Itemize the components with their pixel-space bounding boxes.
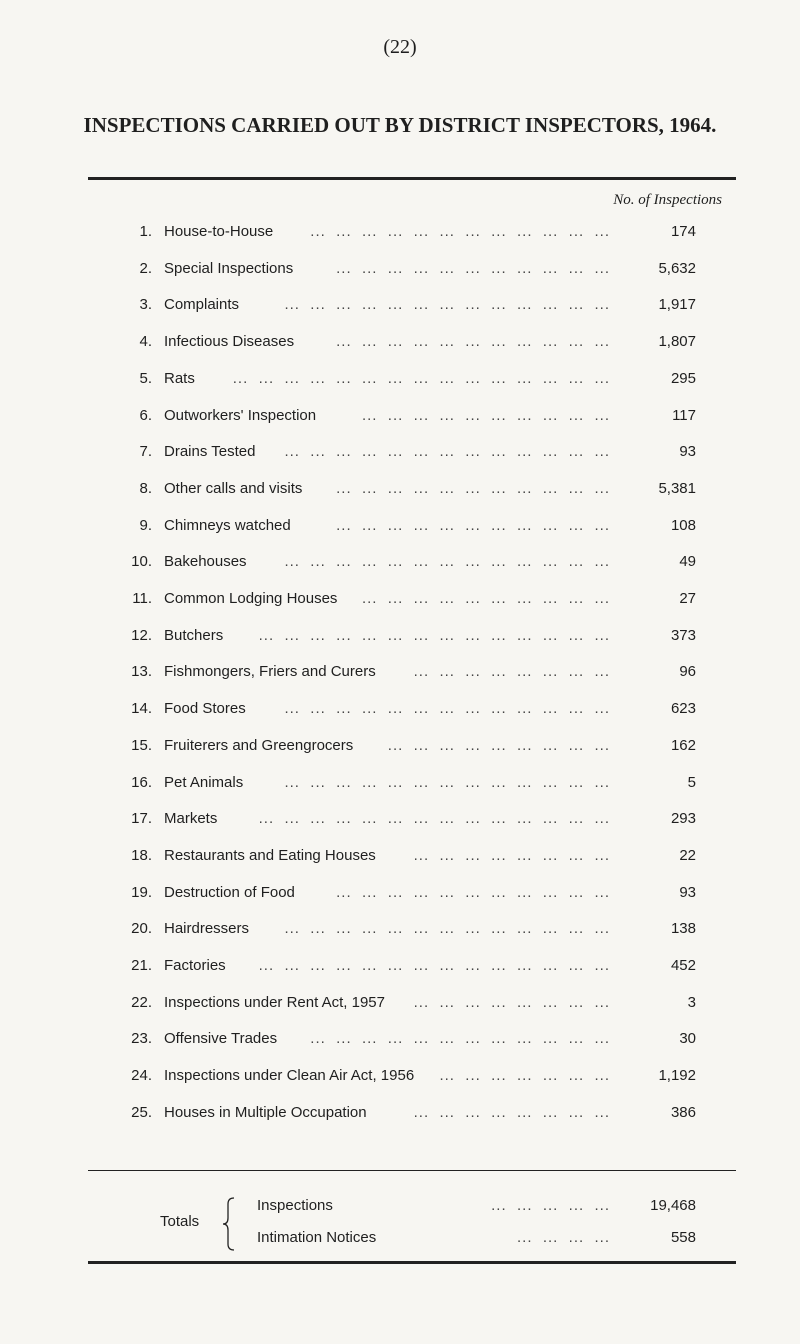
row-number: 24. bbox=[131, 1067, 152, 1085]
row-value: 27 bbox=[679, 590, 696, 607]
table-row bbox=[0, 624, 800, 648]
row-label: Restaurants and Eating Houses bbox=[164, 846, 376, 864]
page-title: INSPECTIONS CARRIED OUT BY DISTRICT INSPECTORS, 1964. bbox=[83, 113, 717, 137]
row-leaders: ... ... ... ... ... ... ... ... bbox=[413, 1103, 610, 1121]
row-label: Destruction of Food bbox=[164, 883, 295, 901]
totals-row-notices bbox=[0, 1226, 800, 1250]
table-row bbox=[0, 587, 800, 611]
row-leaders: ... ... ... ... ... ... ... ... ... ... ... bbox=[336, 333, 610, 351]
totals-label: Totals bbox=[160, 1213, 200, 1230]
row-value: 22 bbox=[679, 846, 696, 864]
table-row bbox=[0, 954, 800, 978]
row-value: 93 bbox=[679, 443, 696, 461]
row-value: 1,807 bbox=[658, 333, 696, 351]
totals-inspections-label: Inspections bbox=[257, 1197, 333, 1214]
row-value: 5,632 bbox=[658, 259, 696, 277]
row-label: Other calls and visits bbox=[164, 479, 303, 497]
row-leaders: ... ... ... ... ... ... ... ... ... ... ... ... ... bbox=[284, 553, 610, 571]
row-number: 3. bbox=[139, 296, 152, 314]
row-number: 6. bbox=[139, 406, 152, 424]
row-leaders: ... ... ... ... ... ... ... ... ... ... ... bbox=[336, 259, 610, 277]
row-number: 16. bbox=[131, 773, 152, 791]
table-row bbox=[0, 881, 800, 905]
table-row bbox=[0, 293, 800, 317]
table-row bbox=[0, 917, 800, 941]
totals-notices-label: Intimation Notices bbox=[257, 1229, 377, 1246]
row-leaders: ... ... ... ... ... ... ... bbox=[439, 1067, 610, 1085]
table-row bbox=[0, 844, 800, 868]
table-row bbox=[0, 220, 800, 244]
table-row bbox=[0, 550, 800, 574]
row-value: 174 bbox=[670, 223, 696, 240]
table-row bbox=[0, 477, 800, 501]
row-leaders: ... ... ... ... ... ... ... ... ... ... ... ... bbox=[310, 1030, 610, 1048]
row-label: Rats bbox=[164, 369, 195, 387]
row-number: 17. bbox=[131, 810, 152, 828]
row-label: Outworkers' Inspection bbox=[164, 406, 317, 424]
row-value: 293 bbox=[670, 810, 696, 828]
row-value: 452 bbox=[670, 957, 696, 974]
table-row bbox=[0, 991, 800, 1015]
row-label: Complaints bbox=[164, 296, 240, 314]
row-leaders: ... ... ... ... ... ... ... ... ... ... ... bbox=[336, 883, 610, 901]
table-row bbox=[0, 660, 800, 684]
top-rule bbox=[88, 177, 736, 180]
row-number: 11. bbox=[132, 590, 152, 607]
row-leaders: ... ... ... ... ... ... ... ... ... bbox=[387, 736, 610, 754]
totals-inspections-value: 19,468 bbox=[650, 1197, 696, 1214]
row-label: Fruiterers and Greengrocers bbox=[164, 736, 354, 754]
row-value: 162 bbox=[670, 736, 696, 754]
row-leaders: ... ... ... ... ... ... ... ... ... ... ... ... ... bbox=[284, 296, 610, 314]
table-row bbox=[0, 697, 800, 721]
row-number: 23. bbox=[131, 1030, 152, 1048]
row-leaders: ... ... ... ... ... ... ... ... ... ... ... ... ... bbox=[284, 920, 610, 938]
row-value: 295 bbox=[670, 369, 696, 387]
row-value: 1,192 bbox=[658, 1067, 696, 1085]
row-leaders: ... ... ... ... ... ... ... ... ... ... ... ... ... bbox=[284, 700, 610, 718]
row-label: Special Inspections bbox=[164, 259, 294, 277]
row-number: 14. bbox=[131, 700, 152, 718]
row-leaders: ... ... ... ... ... ... ... ... ... ... bbox=[361, 406, 610, 424]
table-row bbox=[0, 440, 800, 464]
row-value: 386 bbox=[670, 1103, 696, 1121]
totals-inspections-leaders: ... ... ... ... ... bbox=[491, 1197, 610, 1214]
row-value: 108 bbox=[670, 516, 696, 534]
row-leaders: ... ... ... ... ... ... ... ... ... ... bbox=[361, 590, 610, 607]
row-leaders: ... ... ... ... ... ... ... ... ... ... ... ... ... ... bbox=[258, 957, 610, 974]
row-label: Offensive Trades bbox=[164, 1030, 278, 1048]
row-value: 3 bbox=[687, 993, 696, 1011]
column-header: No. of Inspections bbox=[613, 192, 722, 208]
row-number: 19. bbox=[131, 883, 152, 901]
row-value: 138 bbox=[670, 920, 696, 938]
table-row bbox=[0, 257, 800, 281]
totals-row-inspections bbox=[0, 1194, 800, 1218]
row-value: 373 bbox=[670, 626, 696, 644]
row-label: Hairdressers bbox=[164, 920, 250, 938]
row-label: Infectious Diseases bbox=[164, 333, 295, 351]
row-number: 5. bbox=[139, 369, 152, 387]
row-label: Factories bbox=[164, 957, 226, 974]
table-row bbox=[0, 1101, 800, 1125]
row-value: 30 bbox=[679, 1030, 696, 1048]
row-leaders: ... ... ... ... ... ... ... ... ... ... ... ... ... bbox=[284, 443, 610, 461]
row-value: 623 bbox=[670, 700, 696, 718]
row-value: 96 bbox=[679, 663, 696, 681]
row-number: 21. bbox=[131, 957, 152, 974]
row-value: 5 bbox=[687, 773, 696, 791]
row-number: 22. bbox=[131, 993, 152, 1011]
row-label: Bakehouses bbox=[164, 553, 247, 571]
row-label: Houses in Multiple Occupation bbox=[164, 1103, 367, 1121]
table-row bbox=[0, 367, 800, 391]
row-leaders: ... ... ... ... ... ... ... ... ... ... ... ... ... ... bbox=[258, 626, 610, 644]
row-label: Inspections under Rent Act, 1957 bbox=[164, 993, 385, 1011]
table-row bbox=[0, 771, 800, 795]
row-number: 4. bbox=[139, 333, 152, 351]
table-row bbox=[0, 1027, 800, 1051]
row-label: House-to-House bbox=[164, 223, 274, 240]
table-row bbox=[0, 330, 800, 354]
totals-notices-value: 558 bbox=[670, 1229, 696, 1246]
row-number: 12. bbox=[131, 626, 152, 644]
row-label: Markets bbox=[164, 810, 218, 828]
row-leaders: ... ... ... ... ... ... ... ... ... ... ... ... bbox=[310, 223, 610, 240]
row-value: 5,381 bbox=[658, 479, 696, 497]
row-value: 1,917 bbox=[658, 296, 696, 314]
row-value: 93 bbox=[679, 883, 696, 901]
row-leaders: ... ... ... ... ... ... ... ... bbox=[413, 846, 610, 864]
row-leaders: ... ... ... ... ... ... ... ... bbox=[413, 663, 610, 681]
row-label: Food Stores bbox=[164, 700, 246, 718]
row-label: Common Lodging Houses bbox=[164, 590, 338, 607]
page-number: (22) bbox=[383, 36, 417, 58]
row-number: 25. bbox=[131, 1103, 152, 1121]
row-number: 18. bbox=[131, 846, 152, 864]
bottom-rule bbox=[88, 1261, 736, 1264]
row-leaders: ... ... ... ... ... ... ... ... ... ... ... ... ... bbox=[284, 773, 610, 791]
row-value: 117 bbox=[672, 406, 696, 424]
row-leaders: ... ... ... ... ... ... ... ... ... ... ... bbox=[336, 479, 610, 497]
row-number: 1. bbox=[139, 223, 152, 240]
row-number: 9. bbox=[139, 516, 152, 534]
row-number: 10. bbox=[131, 553, 152, 571]
row-leaders: ... ... ... ... ... ... ... ... ... ... ... ... ... ... ... bbox=[232, 369, 610, 387]
row-number: 20. bbox=[131, 920, 152, 938]
table-row bbox=[0, 807, 800, 831]
row-number: 2. bbox=[139, 259, 152, 277]
row-leaders: ... ... ... ... ... ... ... ... ... ... ... ... ... ... bbox=[258, 810, 610, 828]
row-label: Fishmongers, Friers and Curers bbox=[164, 663, 376, 681]
row-label: Chimneys watched bbox=[164, 516, 291, 534]
row-label: Butchers bbox=[164, 626, 224, 644]
row-label: Drains Tested bbox=[164, 443, 256, 461]
row-number: 13. bbox=[131, 663, 152, 681]
row-leaders: ... ... ... ... ... ... ... ... ... ... ... bbox=[336, 516, 610, 534]
middle-rule bbox=[88, 1170, 736, 1171]
table-row bbox=[0, 1064, 800, 1088]
row-label: Inspections under Clean Air Act, 1956 bbox=[164, 1067, 415, 1085]
row-number: 8. bbox=[139, 479, 152, 497]
row-leaders: ... ... ... ... ... ... ... ... bbox=[413, 993, 610, 1011]
table-row bbox=[0, 404, 800, 428]
row-number: 7. bbox=[139, 443, 152, 461]
row-number: 15. bbox=[131, 736, 152, 754]
table-row bbox=[0, 734, 800, 758]
row-value: 49 bbox=[679, 553, 696, 571]
totals-notices-leaders: ... ... ... ... bbox=[516, 1229, 610, 1246]
row-label: Pet Animals bbox=[164, 773, 244, 791]
table-row bbox=[0, 514, 800, 538]
